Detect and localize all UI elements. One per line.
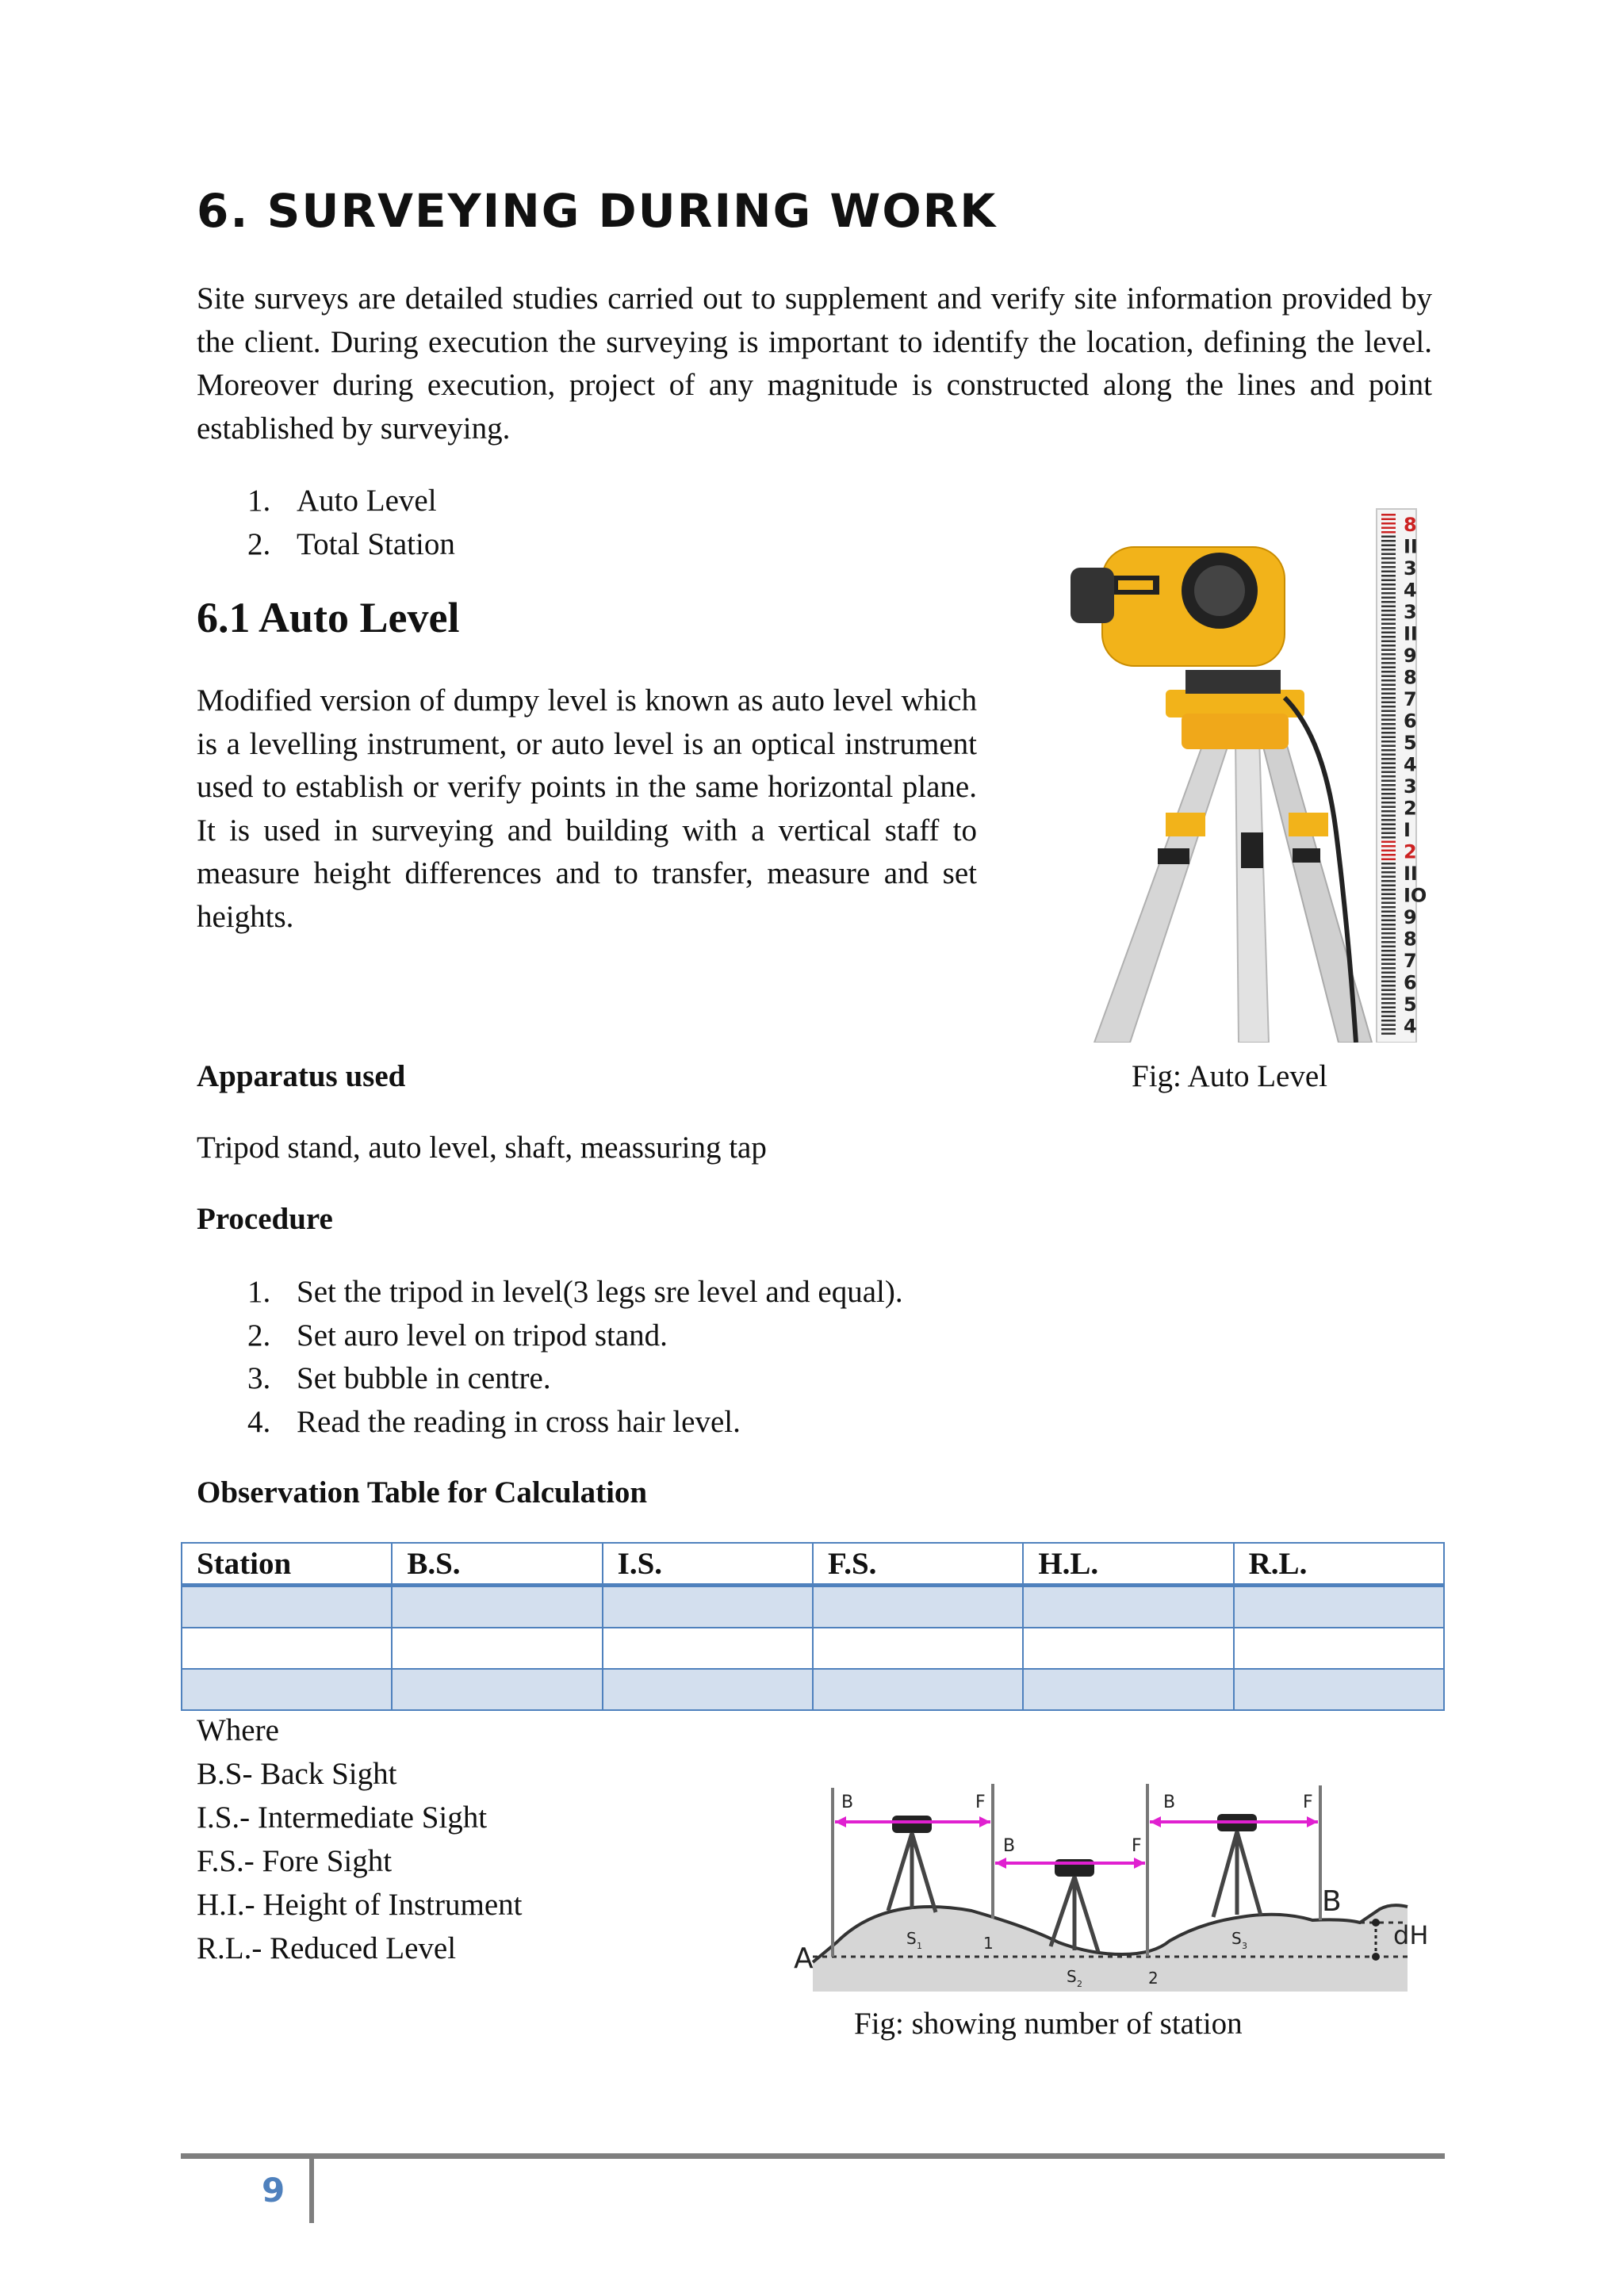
staff-digit: I (1404, 819, 1411, 841)
staff-tick (1381, 610, 1396, 612)
intro-paragraph: Site surveys are detailed studies carried out to supplement and verify site information provided by the client. During execution the surveying is important to identify the location, defining the level. Moreover during execution, project of any magnitude is constructed along the lines and point established by surveying. (197, 281, 1432, 446)
page-number: 9 (262, 2171, 285, 2210)
auto-level-photo (1023, 499, 1443, 1043)
staff-tick (1381, 985, 1396, 987)
table-cell (813, 1586, 1023, 1628)
legend-line: R.L.- Reduced Level (197, 1931, 457, 1965)
staff-digit: 8 (1404, 514, 1417, 536)
staff-tick (1381, 684, 1396, 687)
staff-tick (1381, 963, 1396, 966)
staff-digit: 4 (1404, 579, 1417, 602)
turning-point-label: 2 (1148, 1969, 1159, 1988)
staff-tick (1381, 932, 1396, 935)
staff-digit: 9 (1404, 645, 1417, 667)
legend-line: F.S.- Fore Sight (197, 1844, 393, 1878)
tripod-icon (1213, 1814, 1261, 1917)
staff-tick (1381, 584, 1396, 586)
point-b-label: B (1322, 1885, 1342, 1918)
staff-tick (1381, 854, 1396, 856)
staff-tick (1381, 606, 1396, 608)
staff-tick (1381, 815, 1396, 817)
staff-tick (1381, 706, 1396, 708)
staff-tick (1381, 915, 1396, 917)
staff-digit: 2 (1404, 797, 1417, 820)
station-label: S (906, 1929, 917, 1948)
backsight-label: B (841, 1793, 854, 1812)
staff-tick (1381, 519, 1396, 521)
backsight-label: B (1003, 1836, 1016, 1856)
staff-tick (1381, 806, 1396, 809)
staff-digit: 3 (1404, 775, 1417, 798)
tripod-icon (888, 1816, 936, 1912)
staff-tick (1381, 798, 1396, 800)
staff-tick (1381, 810, 1396, 813)
staff-tick (1381, 641, 1396, 643)
staff-tick (1381, 714, 1396, 717)
staff-tick (1381, 580, 1396, 582)
staff-tick (1381, 618, 1396, 621)
staff-tick (1381, 627, 1396, 629)
table-cell (392, 1628, 602, 1669)
staff-tick (1381, 972, 1396, 974)
table-cell (182, 1628, 392, 1669)
staff-tick (1381, 645, 1396, 647)
staff-tick (1381, 566, 1396, 568)
table-cell (603, 1586, 813, 1628)
table-header-cell: R.L. (1234, 1543, 1444, 1586)
auto-level-paragraph: Modified version of dumpy level is known as auto level which is a levelling instrument, or auto level is an optical instrument used to establish or verify points in the same horizontal plane. It is used in surveying and building with a vertical staff to measure height differences and to transfer, measure and set heights. (197, 683, 977, 934)
table-header-cell: F.S. (813, 1543, 1023, 1586)
staff-tick (1381, 976, 1396, 978)
staff-digit: 8 (1404, 928, 1417, 951)
staff-tick (1381, 749, 1396, 752)
staff-tick (1381, 653, 1396, 656)
table-cell (392, 1586, 602, 1628)
foresight-label: F (1303, 1793, 1313, 1812)
staff-tick (1381, 924, 1396, 926)
staff-tick (1381, 955, 1396, 957)
staff-tick (1381, 894, 1396, 896)
staff-digit: II (1404, 622, 1418, 645)
staff-tick (1381, 592, 1396, 595)
table-row (182, 1586, 1444, 1628)
staff-tick (1381, 819, 1396, 821)
table-row (182, 1669, 1444, 1710)
staff-tick (1381, 710, 1396, 713)
staff-tick (1381, 902, 1396, 905)
staff-tick (1381, 832, 1396, 835)
staff-tick (1381, 993, 1396, 996)
staff-tick (1381, 824, 1396, 826)
staff-tick (1381, 693, 1396, 695)
legend-line: H.I.- Height of Instrument (197, 1888, 523, 1922)
staff-tick (1381, 828, 1396, 830)
staff-tick (1381, 671, 1396, 673)
staff-digit: 6 (1404, 971, 1417, 994)
table-row (182, 1628, 1444, 1669)
staff-tick (1381, 623, 1396, 626)
staff-tick (1381, 793, 1396, 795)
table-cell (1023, 1586, 1233, 1628)
staff-tick (1381, 527, 1396, 530)
station-label: S (1067, 1967, 1077, 1986)
staff-tick (1381, 941, 1396, 943)
footer-divider (309, 2158, 314, 2223)
staff-tick (1381, 989, 1396, 992)
staff-digit: 4 (1404, 1015, 1417, 1038)
staff-tick (1381, 981, 1396, 983)
levelling-diagram (789, 1776, 1447, 2006)
staff-digit: 3 (1404, 601, 1417, 623)
staff-digit: II (1404, 863, 1418, 885)
fig-caption-stations: Fig: showing number of station (854, 2007, 1243, 2041)
staff-tick (1381, 967, 1396, 970)
table-cell (813, 1669, 1023, 1710)
table-cell (603, 1628, 813, 1669)
staff-digit: 6 (1404, 710, 1417, 733)
staff-tick (1381, 1033, 1396, 1035)
staff-digit: II (1404, 535, 1418, 558)
staff-tick (1381, 841, 1396, 844)
table-header-cell: Station (182, 1543, 392, 1586)
table-cell (1234, 1669, 1444, 1710)
tripod-icon (1051, 1859, 1098, 1952)
staff-tick (1381, 549, 1396, 551)
table-header-cell: B.S. (392, 1543, 602, 1586)
staff-tick (1381, 867, 1396, 870)
apparatus-label: Apparatus used (197, 1059, 406, 1093)
table-cell (1023, 1628, 1233, 1669)
staff-tick (1381, 597, 1396, 599)
staff-tick (1381, 562, 1396, 564)
staff-tick (1381, 950, 1396, 952)
foresight-label: F (975, 1793, 986, 1812)
legend-line: B.S- Back Sight (197, 1757, 397, 1791)
staff-tick (1381, 588, 1396, 591)
staff-digit: 3 (1404, 557, 1417, 580)
staff-tick (1381, 802, 1396, 804)
staff-tick (1381, 658, 1396, 660)
staff-tick (1381, 667, 1396, 669)
staff-tick (1381, 614, 1396, 617)
staff-tick (1381, 679, 1396, 682)
staff-digits (1381, 514, 1427, 1038)
page-heading: 6. SURVEYING DURING WORK (197, 184, 998, 238)
staff-tick (1381, 1024, 1396, 1027)
staff-tick (1381, 859, 1396, 861)
abbreviation-legend (197, 1709, 523, 1970)
staff-tick (1381, 763, 1396, 765)
staff-digit: 9 (1404, 906, 1417, 928)
staff-tick (1381, 771, 1396, 774)
table-header-cell: H.L. (1023, 1543, 1233, 1586)
staff-tick (1381, 545, 1396, 547)
legend-line: I.S.- Intermediate Sight (197, 1800, 488, 1835)
table-header-cell: I.S. (603, 1543, 813, 1586)
footer-rule (181, 2153, 1445, 2159)
section-title: 6.1 Auto Level (197, 594, 460, 641)
staff-tick (1381, 906, 1396, 909)
staff-tick (1381, 688, 1396, 691)
staff-tick (1381, 737, 1396, 739)
station-label: S (1231, 1929, 1242, 1948)
staff-digit: 8 (1404, 666, 1417, 689)
turning-point-label: 1 (983, 1934, 994, 1953)
staff-digit: 7 (1404, 950, 1417, 972)
foresight-label: F (1132, 1836, 1142, 1856)
staff-tick (1381, 885, 1396, 887)
staff-tick (1381, 1016, 1396, 1018)
staff-tick (1381, 740, 1396, 743)
table-cell (1023, 1669, 1233, 1710)
table-cell (182, 1586, 392, 1628)
staff-tick (1381, 880, 1396, 882)
table-header-row (182, 1543, 1444, 1586)
staff-tick (1381, 784, 1396, 786)
staff-tick (1381, 876, 1396, 878)
point-a-label: A (794, 1942, 814, 1975)
observation-table (181, 1542, 1445, 1711)
table-title: Observation Table for Calculation (197, 1475, 648, 1510)
staff-tick (1381, 959, 1396, 961)
dh-label: dH (1393, 1920, 1429, 1950)
staff-tick (1381, 845, 1396, 848)
staff-tick (1381, 575, 1396, 577)
staff-tick (1381, 522, 1396, 525)
staff-tick (1381, 775, 1396, 778)
station-subscript: 2 (1077, 1979, 1082, 1989)
table-cell (1234, 1628, 1444, 1669)
staff-tick (1381, 536, 1396, 538)
staff-tick (1381, 1007, 1396, 1009)
staff-tick (1381, 863, 1396, 865)
staff-tick (1381, 514, 1396, 516)
staff-tick (1381, 897, 1396, 900)
staff-tick (1381, 553, 1396, 556)
staff-tick (1381, 946, 1396, 948)
backsight-label: B (1163, 1793, 1176, 1812)
staff-digit: 2 (1404, 840, 1417, 863)
staff-tick (1381, 889, 1396, 891)
staff-tick (1381, 767, 1396, 769)
staff-tick (1381, 601, 1396, 603)
procedure-label: Procedure (197, 1202, 333, 1236)
staff-digit: 5 (1404, 993, 1417, 1016)
staff-tick (1381, 649, 1396, 652)
staff-tick (1381, 1002, 1396, 1004)
station-subscript: 3 (1242, 1941, 1247, 1951)
staff-tick (1381, 789, 1396, 791)
staff-tick (1381, 723, 1396, 725)
staff-digit: IO (1404, 884, 1427, 907)
staff-tick (1381, 571, 1396, 573)
staff-tick (1381, 632, 1396, 634)
staff-tick (1381, 702, 1396, 704)
staff-digit: 4 (1404, 753, 1417, 776)
staff-tick (1381, 636, 1396, 638)
staff-tick (1381, 928, 1396, 931)
staff-digit: 7 (1404, 688, 1417, 710)
staff-tick (1381, 911, 1396, 913)
staff-tick (1381, 836, 1396, 839)
apparatus-text: Tripod stand, auto level, shaft, meassuring tap (197, 1131, 767, 1165)
staff-tick (1381, 697, 1396, 699)
staff-tick (1381, 920, 1396, 922)
staff-tick (1381, 719, 1396, 721)
staff-tick (1381, 850, 1396, 852)
fig-caption-auto-level: Fig: Auto Level (1132, 1059, 1327, 1093)
staff-tick (1381, 745, 1396, 748)
staff-tick (1381, 662, 1396, 664)
staff-tick (1381, 728, 1396, 730)
table-cell (1234, 1586, 1444, 1628)
staff-digit: 5 (1404, 732, 1417, 754)
staff-tick (1381, 780, 1396, 783)
staff-tick (1381, 732, 1396, 734)
staff-tick (1381, 754, 1396, 756)
table-cell (182, 1669, 392, 1710)
legend-line: Where (197, 1713, 279, 1747)
staff-tick (1381, 557, 1396, 560)
staff-tick (1381, 531, 1396, 534)
table-cell (392, 1669, 602, 1710)
staff-tick (1381, 540, 1396, 542)
staff-tick (1381, 937, 1396, 939)
staff-tick (1381, 871, 1396, 874)
station-subscript: 1 (917, 1941, 922, 1951)
staff-tick (1381, 998, 1396, 1001)
staff-tick (1381, 1020, 1396, 1022)
staff-tick (1381, 758, 1396, 760)
staff-tick (1381, 1011, 1396, 1013)
table-cell (813, 1628, 1023, 1669)
staff-tick (1381, 675, 1396, 678)
table-cell (603, 1669, 813, 1710)
staff-tick (1381, 1028, 1396, 1031)
